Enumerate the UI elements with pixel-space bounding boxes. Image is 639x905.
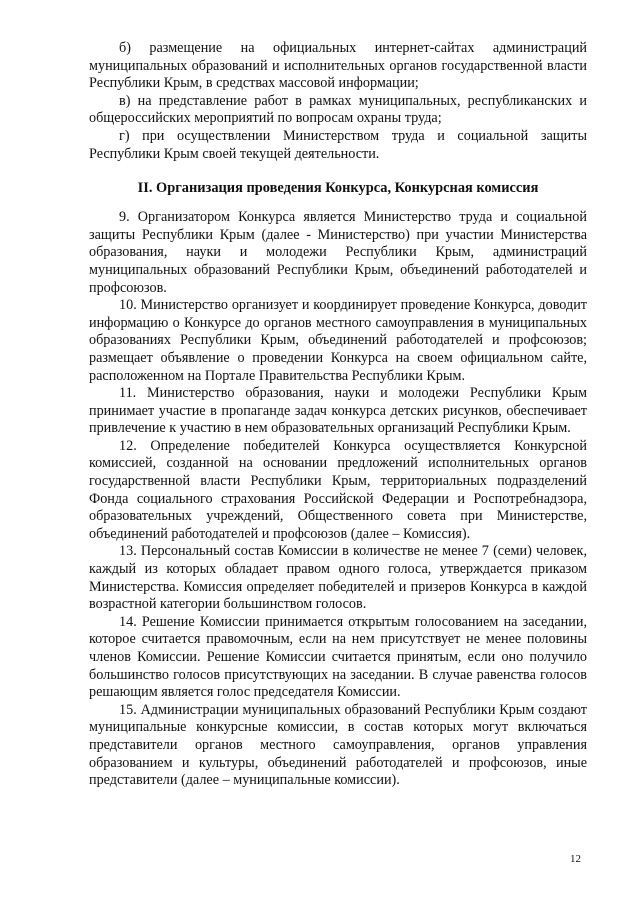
paragraph-15: 15. Администрации муниципальных образований Республики Крым создают муниципальные конкурсные комиссии, в состав которых могут включаться представители органов местного самоуправления, органов управления образованием и культуры, объединений работодателей и профсоюзов, иные представители (далее – муниципальные комиссии). — [89, 701, 587, 789]
document-page — [89, 40, 587, 790]
paragraph-g: г) при осуществлении Министерством труда и социальной защиты Республики Крым своей текущей деятельности. — [89, 127, 587, 162]
page-number: 12 — [570, 853, 581, 865]
paragraph-13: 13. Персональный состав Комиссии в количестве не менее 7 (семи) человек, каждый из которых обладает правом одного голоса, утверждается приказом Министерства. Комиссия определяет победителей и призеров Конкурса в каждой возрастной категории большинством голосов. — [89, 543, 587, 613]
paragraph-9: 9. Организатором Конкурса является Министерство труда и социальной защиты Республики Крым (далее - Министерство) при участии Министерства образования, науки и молодежи Республики Крым, администраций муниципальных образований Республики Крым, объединений работодателей и профсоюзов. — [89, 209, 587, 296]
section-heading: II. Организация проведения Конкурса, Конкурсная комиссия — [137, 180, 539, 197]
paragraph-14: 14. Решение Комиссии принимается открытым голосованием на заседании, которое считается правомочным, если на нем присутствует не менее половины членов Комиссии. Решение Комиссии считается принятым, если оно получило большинство голосов присутствующих на заседании. В случае равенства голосов решающим является голос председателя Комиссии. — [89, 613, 587, 701]
paragraph-10: 10. Министерство организует и координирует проведение Конкурса, доводит информацию о Конкурсе до органов местного самоуправления в муниципальных образованиях Республики Крым, объединений работодателей и профсоюзов; размещает объявление о проведении Конкурса на своем официальном сайте, расположенном на Портале Правительства Республики Крым. — [89, 297, 587, 384]
paragraph-12: 12. Определение победителей Конкурса осуществляется Конкурсной комиссией, созданной на основании предложений исполнительных органов государственной власти Республики Крым, территориальных подразделений Фонда социального страхования Российской Федерации и Роспотребнадзора, образовательных учреждений, Общественного совета при Министерстве, объединений работодателей и профсоюзов (далее – Комиссия). — [89, 437, 587, 542]
paragraph-b: б) размещение на официальных интернет-сайтах администраций муниципальных образований и исполнительных органов государственной власти Республики Крым, в средствах массовой информации; — [89, 40, 587, 92]
paragraph-11: 11. Министерство образования, науки и молодежи Республики Крым принимает участие в пропаганде задач конкурса детских рисунков, обеспечивает привлечение к участию в нем образовательных организаций Республики Крым. — [89, 385, 587, 437]
paragraph-v: в) на представление работ в рамках муниципальных, республиканских и общероссийских мероприятий по вопросам охраны труда; — [89, 92, 587, 127]
